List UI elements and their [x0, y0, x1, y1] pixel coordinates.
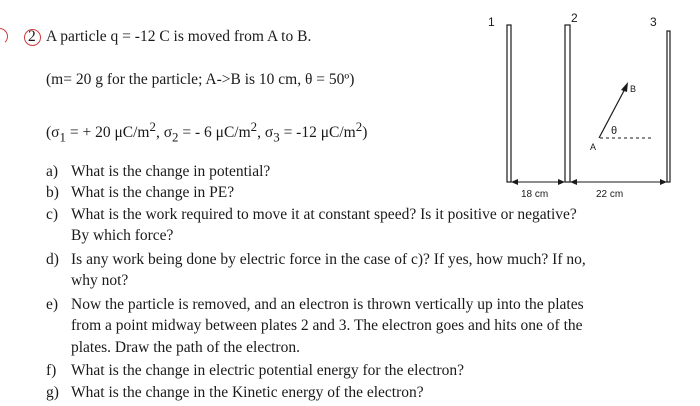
question-c-text-2: By which force? — [71, 227, 174, 244]
question-f-text: What is the change in electric potential energy for the electron? — [71, 362, 465, 379]
plate-label-1: 1 — [488, 15, 495, 29]
question-b-label: b) — [46, 184, 59, 201]
question-g-text: What is the change in the Kinetic energy of the electron? — [71, 384, 424, 401]
point-a-label: A — [590, 142, 597, 152]
question-d-text: Is any work being done by electric force in the case of c)? If yes, how much? If no, — [71, 251, 586, 268]
question-b-text: What is the change in PE? — [71, 184, 235, 201]
plate-3 — [667, 31, 670, 182]
given-mass-distance-angle: (m= 20 g for the particle; A->B is 10 cm, θ = 50º) — [46, 71, 355, 88]
dimension-arrow-mid-right — [570, 179, 577, 185]
question-e-text-2: from a point midway between plates 2 and 3. The electron goes and hits one of the — [71, 317, 583, 334]
question-d-label: d) — [46, 251, 59, 268]
distance-label-12: 18 cm — [521, 189, 549, 200]
angle-label: θ — [611, 125, 618, 137]
plate-label-2: 2 — [571, 11, 578, 25]
question-number: 2 — [28, 28, 36, 45]
point-b-label: B — [630, 84, 637, 94]
dimension-arrow-left — [511, 179, 518, 185]
question-e-text-3: plates. Draw the path of the electron. — [71, 339, 300, 356]
question-e-text: Now the particle is removed, and an electron is thrown vertically up into the plates — [71, 296, 584, 313]
dimension-arrow-mid-left — [558, 179, 565, 185]
question-c-label: c) — [46, 206, 59, 223]
problem-statement: A particle q = -12 C is moved from A to B. — [46, 28, 312, 45]
question-g-label: g) — [46, 384, 59, 401]
plate-2 — [565, 25, 570, 182]
question-c-text: What is the work required to move it at constant speed? Is it positive or negative? — [71, 206, 577, 223]
given-charge-densities: ($\sigma_1$ = + 20 $\mu C/m^2$, $\sigma_2$ = - 6 $\mu C/m^2$, $\sigma_3 = -12$ $\mu C/m^2$) — [46, 119, 368, 145]
plate-1 — [507, 25, 511, 182]
question-e-label: e) — [46, 296, 59, 313]
plate-label-3: 3 — [650, 15, 657, 29]
question-f-label: f) — [46, 362, 57, 379]
displacement-arrowhead — [621, 82, 628, 92]
question-a-text: What is the change in potential? — [71, 163, 271, 180]
distance-label-23: 22 cm — [596, 189, 624, 200]
question-d-text-2: why not? — [71, 272, 129, 289]
dimension-arrow-right — [660, 179, 667, 185]
question-a-label: a) — [46, 163, 59, 180]
